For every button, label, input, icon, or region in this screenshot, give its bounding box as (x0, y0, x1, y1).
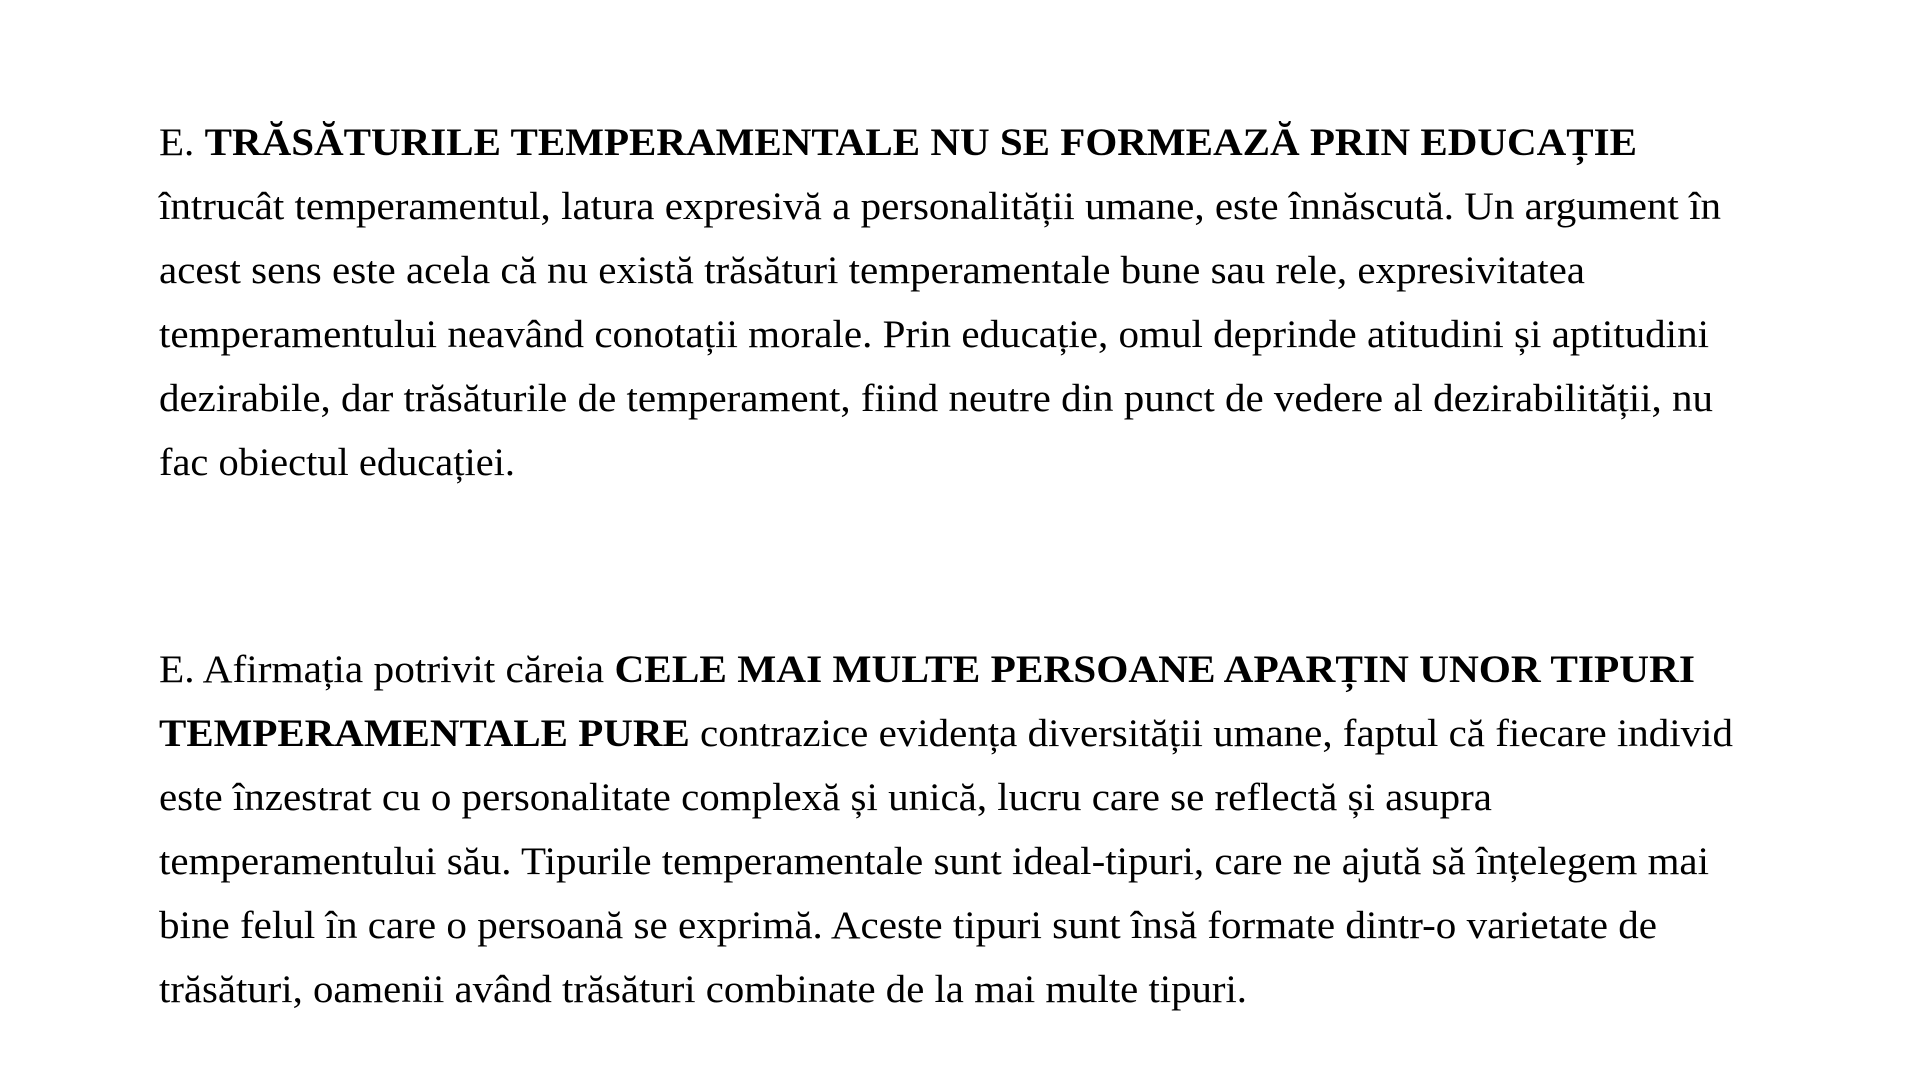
text-line: temperamentului neavând conotații morale. Prin educație, omul deprinde atitudini și aptitudini (159, 313, 1709, 356)
bold-heading: CELE MAI MULTE PERSOANE APARȚIN UNOR TIPURI (614, 648, 1695, 691)
text-line: fac obiectul educației. (159, 441, 515, 484)
text-line (159, 702, 1733, 766)
text-line (159, 638, 1746, 702)
item-prefix: E. (159, 121, 205, 164)
text-line: dezirabile, dar trăsăturile de temperament, fiind neutre din punct de vedere al dezirabilității, nu (159, 377, 1713, 420)
text-line: temperamentului său. Tipurile temperamentale sunt ideal-tipuri, care ne ajută să înțelegem mai (159, 840, 1709, 883)
bold-heading: TEMPERAMENTALE PURE (159, 712, 690, 755)
bold-heading: TRĂSĂTURILE TEMPERAMENTALE NU SE FORMEAZĂ PRIN EDUCAȚIE (204, 121, 1637, 164)
text-line: întrucât temperamentul, latura expresivă a personalității umane, este înnăscută. Un argument în (159, 185, 1721, 228)
text-line: trăsături, oamenii având trăsături combinate de la mai multe tipuri. (159, 968, 1247, 1011)
text-line (159, 111, 1721, 175)
paragraph-pure-types (159, 638, 1734, 1022)
text-run: contrazice evidența diversității umane, faptul că fiecare individ (689, 712, 1734, 755)
text-line: bine felul în care o persoană se exprimă. Aceste tipuri sunt însă formate dintr-o varietate de (159, 904, 1657, 947)
text-line: acest sens este acela că nu există trăsături temperamentale bune sau rele, expresivitatea (159, 249, 1585, 292)
text-line: este înzestrat cu o personalitate complexă și unică, lucru care se reflectă și asupra (159, 776, 1492, 819)
paragraph-temperament-education (159, 111, 1721, 495)
item-prefix: E. Afirmația potrivit căreia (159, 648, 615, 691)
